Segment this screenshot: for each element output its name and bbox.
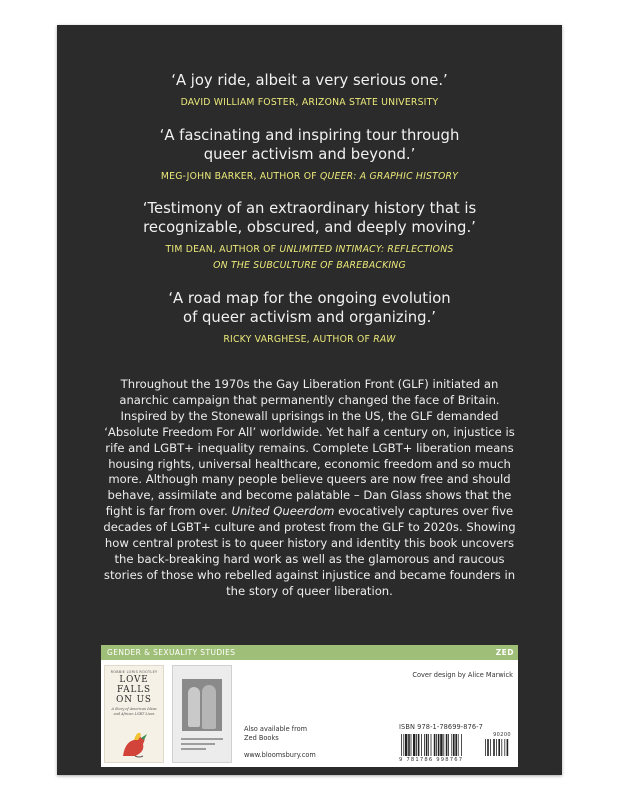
quote-4-line-1: ‘A road map for the ongoing evolution xyxy=(168,290,451,307)
related-book-title-line-2: FALLS xyxy=(117,684,151,695)
quote-4 xyxy=(57,289,562,348)
quote-4-line-2: of queer activism and organizing.’ xyxy=(183,309,436,326)
quote-4-author: RICKY VARGHESE, AUTHOR OF xyxy=(223,334,371,345)
quote-2-attribution xyxy=(57,169,562,185)
related-book-title-line-3: ON US xyxy=(116,694,152,705)
quote-4-attribution xyxy=(57,332,562,348)
quote-1-attribution: DAVID WILLIAM FOSTER, ARIZONA STATE UNIVERSITY xyxy=(180,97,439,108)
book-description xyxy=(97,377,522,600)
blurb-book-title: United Queerdom xyxy=(231,504,335,519)
cover-text-lines xyxy=(181,738,223,753)
quote-2-work: QUEER: A GRAPHIC HISTORY xyxy=(319,171,459,182)
footer-panel xyxy=(101,645,518,767)
quote-3-author: TIM DEAN, AUTHOR OF xyxy=(165,244,277,255)
quote-1-text: ‘A joy ride, albeit a very serious one.’ xyxy=(171,72,448,89)
related-book-cover-2 xyxy=(172,665,232,763)
publisher-website: www.bloomsbury.com xyxy=(244,751,316,759)
quote-2-line-1: ‘A fascinating and inspiring tour through xyxy=(159,127,460,144)
blurb-part-2: evocatively captures over five decades of LGBT+ culture and protest from the GLF to 2020s. Showing how central protest is to queer history and identity this book uncovers the back-breaking hard work as well as the glamorous and raucous stories of those who rebelled against injustice and became founders in the story of queer liberation. xyxy=(103,504,516,598)
subject-label: GENDER & SEXUALITY STUDIES xyxy=(107,648,236,657)
related-book-subtitle: A Story of American Ideas and African LGBT Lives xyxy=(111,707,157,716)
related-book-title-line-1: LOVE xyxy=(119,675,149,685)
quote-1 xyxy=(57,71,562,111)
subject-banner xyxy=(101,645,518,660)
quote-4-text xyxy=(57,289,562,327)
bird-illustration-icon xyxy=(117,728,151,760)
related-book-author: ROBBIE LORIS ROOTLEY xyxy=(110,670,158,674)
quote-2-line-2: queer activism and beyond.’ xyxy=(203,146,416,163)
quote-2 xyxy=(57,126,562,185)
quote-3-work-line-1: UNLIMITED INTIMACY: REFLECTIONS xyxy=(279,244,454,255)
back-cover xyxy=(57,25,562,775)
related-book-title xyxy=(105,676,163,705)
review-quotes xyxy=(57,71,562,348)
quote-3-line-1: ‘Testimony of an extraordinary history that is xyxy=(142,200,477,217)
cover-credit: Cover design by Alice Marwick xyxy=(412,671,513,679)
quote-3 xyxy=(57,199,562,274)
quote-3-text xyxy=(57,199,562,237)
quote-2-author: MEG-JOHN BARKER, AUTHOR OF xyxy=(160,171,317,182)
quote-2-text xyxy=(57,126,562,164)
blurb-part-1: Throughout the 1970s the Gay Liberation Front (GLF) initiated an anarchic campaign that permanently changed the face of Britain. Inspired by the Stonewall uprisings in the US, the GLF demanded ‘Absolute Freedom For All’ worldwide. Yet half a century on, injustice is rife and LGBT+ inequality remains. Complete LGBT+ liberation means housing rights, universal healthcare, economic freedom and so much more. Although many people believe queers are now free and should behave, assimilate and become palatable – Dan Glass shows that the fight is far from over. xyxy=(104,377,515,519)
also-available-text xyxy=(244,725,307,743)
barcode xyxy=(399,732,511,763)
quote-3-attribution xyxy=(57,242,562,274)
quote-3-work-line-2: ON THE SUBCULTURE OF BAREBACKING xyxy=(213,260,406,271)
quote-3-line-2: recognizable, obscured, and deeply moving.’ xyxy=(143,219,476,236)
quote-4-work: RAW xyxy=(373,334,396,345)
barcode-price-digits: 90200 xyxy=(493,732,511,738)
barcode-digits: 9 781786 998767 xyxy=(399,757,464,763)
also-available-line-2: Zed Books xyxy=(244,734,279,742)
also-available-line-1: Also available from xyxy=(244,725,308,733)
publisher-logo: ZED xyxy=(495,648,514,657)
photo-image-icon xyxy=(182,679,222,731)
related-book-cover-1 xyxy=(104,665,164,763)
isbn-label: ISBN 978-1-78699-876-7 xyxy=(399,723,483,731)
